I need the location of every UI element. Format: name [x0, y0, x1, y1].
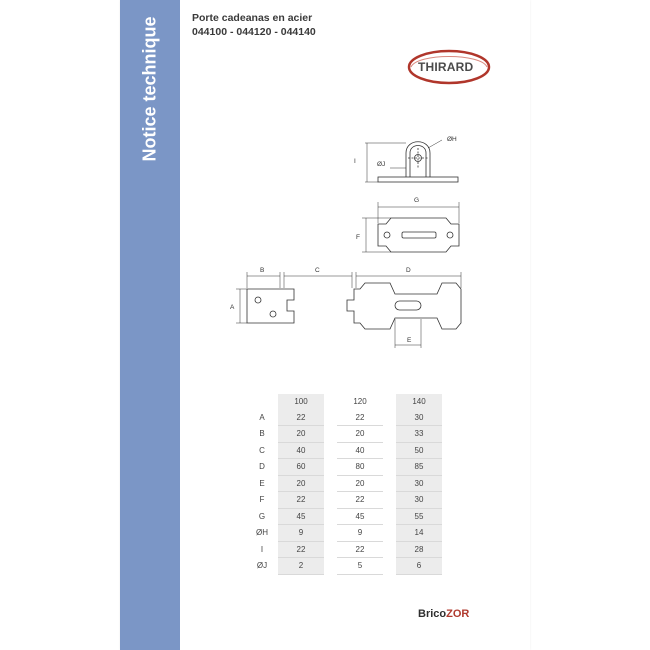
- label-oj: ØJ: [377, 161, 386, 168]
- top-view: [356, 197, 459, 252]
- table-cell: 55: [396, 508, 442, 525]
- main-view: [230, 267, 461, 348]
- table-cell: 60: [278, 459, 324, 476]
- row-label: D: [259, 462, 265, 472]
- row-label: G: [258, 511, 266, 521]
- table-cell: 30: [396, 475, 442, 492]
- label-d: D: [406, 267, 411, 274]
- product-references: 044100 - 044120 - 044140: [192, 26, 316, 38]
- label-b: B: [260, 267, 265, 274]
- label-f: F: [356, 234, 360, 241]
- label-a: A: [230, 304, 235, 311]
- table-cell: 22: [278, 410, 324, 426]
- table-cell: 9: [337, 525, 383, 542]
- side-view: [354, 136, 458, 182]
- vendor-logo-part1: Brico: [418, 608, 447, 620]
- table-cell: 30: [396, 410, 442, 426]
- table-cell: 22: [278, 492, 324, 509]
- column-header: 140: [396, 394, 442, 410]
- table-cell: 45: [337, 508, 383, 525]
- row-label: ØJ: [256, 561, 268, 571]
- table-cell: 45: [278, 508, 324, 525]
- table-cell: 20: [337, 475, 383, 492]
- vendor-logo-part2: ZOR: [446, 608, 470, 620]
- table-cell: 80: [337, 459, 383, 476]
- table-cell: 22: [337, 492, 383, 509]
- table-cell: 9: [278, 525, 324, 542]
- table-row: [246, 508, 442, 525]
- column-header: 120: [353, 397, 367, 407]
- row-label: A: [259, 413, 265, 422]
- brand-name: THIRARD: [418, 60, 474, 74]
- row-label: C: [259, 445, 265, 455]
- row-label: B: [259, 429, 265, 439]
- table-cell: 22: [337, 541, 383, 558]
- label-e: E: [407, 337, 412, 344]
- table-cell: 40: [278, 442, 324, 459]
- table-cell: 20: [278, 475, 324, 492]
- table-cell: 85: [396, 459, 442, 476]
- table-cell: 22: [337, 410, 383, 426]
- table-header-row: [246, 394, 442, 410]
- table-cell: 50: [396, 442, 442, 459]
- product-title: Porte cadeanas en acier: [192, 12, 313, 24]
- table-cell: 40: [337, 442, 383, 459]
- label-g: G: [414, 197, 420, 204]
- table-row: [246, 475, 442, 492]
- table-cell: 22: [278, 541, 324, 558]
- dimensions-table: [246, 394, 442, 575]
- table-cell: 33: [396, 426, 442, 443]
- table-row: [246, 541, 442, 558]
- table-cell: 20: [278, 426, 324, 443]
- row-label: F: [259, 495, 265, 505]
- table-cell: 20: [337, 426, 383, 443]
- sidebar-title: Notice technique: [139, 16, 160, 162]
- table-row: [246, 410, 442, 426]
- label-c: C: [315, 267, 320, 274]
- label-i: I: [354, 158, 356, 165]
- table-cell: 14: [396, 525, 442, 542]
- row-label: ØH: [256, 528, 268, 538]
- table-row: [246, 525, 442, 542]
- vendor-logo: [418, 608, 469, 620]
- row-label: I: [260, 544, 264, 554]
- table-row: [246, 442, 442, 459]
- table-row: [246, 558, 442, 575]
- row-label: E: [259, 478, 265, 488]
- label-oh: ØH: [447, 136, 457, 143]
- table-row: [246, 492, 442, 509]
- table-row: [246, 426, 442, 443]
- technical-drawing: [180, 90, 530, 380]
- column-header: 100: [278, 394, 324, 410]
- table-cell: 2: [278, 558, 324, 575]
- table-cell: 5: [337, 558, 383, 575]
- table-cell: 28: [396, 541, 442, 558]
- table-cell: 6: [396, 558, 442, 575]
- table-row: [246, 459, 442, 476]
- table-cell: 30: [396, 492, 442, 509]
